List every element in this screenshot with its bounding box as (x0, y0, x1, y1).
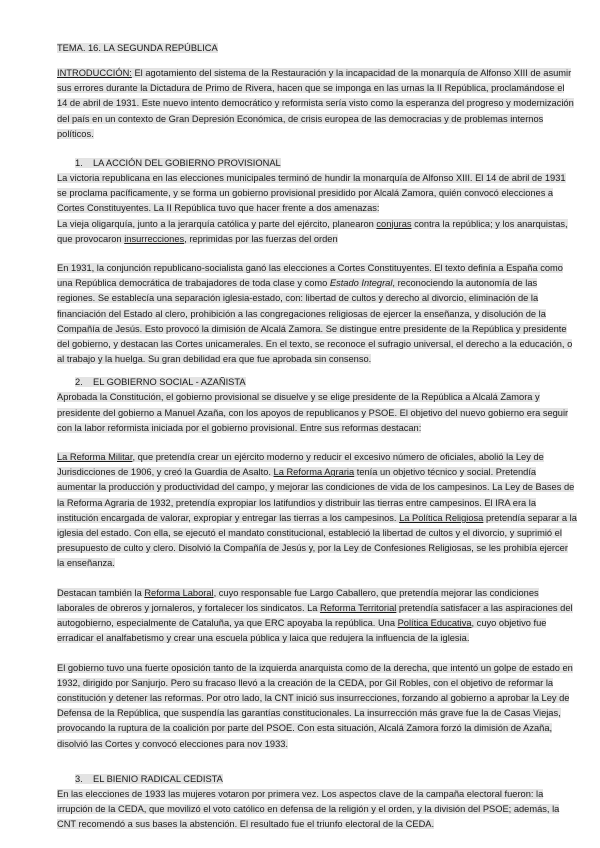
intro-label: INTRODUCCIÓN: (57, 68, 132, 78)
section-2-paragraph-4: El gobierno tuvo una fuerte oposición tanto de la izquierda anarquista como de la derecha, que intentó un golpe de estado en 1932, dirigido por Sanjurjo. Pero su fracaso llevó a la creación de la CEDA, por Gil Robles, con el objetivo de reformar la constitución y detener las reformas. Por otro lado, la CNT inició sus insurrecciones, forzando al gobierno a aprobar la Ley de Defensa de la República, que suspendía las garantías constitucionales. La insurrección más grave fue la de Casas Viejas, provocando la ruptura de la coalición por parte del PSOE. Con esta situación, Alcalá Zamora forzó la dimisión de Azaña, disolvió las Cortes y convocó elecciones para nov 1933. (57, 662, 573, 749)
section-1-paragraph-2: La vieja oligarquía, junto a la jerarquía católica y parte del ejército, planearon conjuras contra la república; y los anarquistas, que provocaron insurrecciones, reprimidas por las fuerzas del orden (57, 218, 568, 244)
section-3-paragraph-1: En las elecciones de 1933 las mujeres votaron por primera vez. Los aspectos clave de la campaña electoral fueron: la irrupción de la CEDA, que movilizó el voto católico en defensa de la religión y el orden, y la división del PSOE; además, la CNT recomendó a sus bases la abstención. El resultado fue el triunfo electoral de la CEDA. (57, 788, 560, 830)
document-title: TEMA. 16. LA SEGUNDA REPÚBLICA (57, 43, 218, 53)
section-1-paragraph-1: La victoria republicana en las elecciones municipales terminó de hundir la monarquía de Alfonso XIII. El 14 de abril de 1931 se proclama pacíficamente, y se forma un gobierno provisional presidido por Alcalá Zamora, quién convocó elecciones a Cortes Constituyentes. La II República tuvo que hacer frente a dos amenazas: (57, 173, 566, 214)
intro-paragraph: INTRODUCCIÓN: El agotamiento del sistema de la Restauración y la incapacidad de la monarquía de Alfonso XIII de asumir sus errores durante la Dictadura de Primo de Rivera, hacen que se imponga en las urnas la II República, proclamándose el 14 de abril de 1931. Este nuevo intento democrático y reformista sería visto como la esperanza del progreso y modernización del país en un contexto de Gran Depresión Económica, de crisis europea de las democracias y de problemas internos políticos. (57, 68, 574, 139)
section-2-paragraph-2: La Reforma Militar, que pretendía crear un ejército moderno y reducir el excesivo número de oficiales, abolió la Ley de Jurisdicciones de 1906, y creó la Guardia de Asalto. La Reforma Agraria tenía un objetivo técnico y social. Pretendía aumentar la producción y productividad del campo, y mejorar las condiciones de vida de los campesinos. La Ley de Bases de la Reforma Agraria de 1932, pretendía expropiar los latifundios y distribuir las tierras entre campesinos. El IRA era la institución encargada de valorar, expropiar y entregar las tierras a los campesinos. La Política Religiosa pretendía separar a la iglesia del estado. Con ella, se ejecutó el mandato constitucional, estableció la libertad de cultos y el divorcio, y suprimió el presupuesto de culto y clero. Disolvió la Compañía de Jesús y, por la Ley de Confesiones Religiosas, se les prohibía ejercer la enseñanza. (57, 452, 577, 569)
section-1-paragraph-3: En 1931, la conjunción republicano-socialista ganó las elecciones a Cortes Constituyentes. El texto definía a España como una República democrática de trabajadores de toda clase y como Estado Integral, reconociendo la autonomía de las regiones. Se establecía una separación iglesia-estado, con: libertad de cultos y derecho al divorcio, eliminación de la financiación del Estado al clero, prohibición a las congregaciones religiosas de ejercer la enseñanza, y disolución de la Compañía de Jesús. Esto provocó la dimisión de Alcalá Zamora. Se distingue entre presidente de la República y presidente del gobierno, y destacan las Cortes unicamerales. En el texto, se reconoce el sufragio universal, el derecho a la educación, o al trabajo y la huelga. Su gran debilidad era que fue aprobada sin consenso. (57, 263, 573, 365)
section-heading-2: 2. EL GOBIERNO SOCIAL - AZAÑISTA (75, 377, 246, 388)
section-heading-1: 1. LA ACCIÓN DEL GOBIERNO PROVISIONAL (75, 158, 281, 169)
section-2-paragraph-1: Aprobada la Constitución, el gobierno provisional se disuelve y se elige presidente de la República a Alcalá Zamora y presidente del gobierno a Manuel Azaña, con los apoyos de republicanos y PSOE. El objetivo del nuevo gobierno era seguir con la labor reformista iniciada por el gobierno provisional. Entre sus reformas destacan: (57, 392, 569, 433)
section-heading-3: 3. EL BIENIO RADICAL CEDISTA (75, 773, 223, 784)
section-2-paragraph-3: Destacan también la Reforma Laboral, cuyo responsable fue Largo Caballero, que pretendía mejorar las condiciones laborales de obreros y jornaleros, y fortalecer los sindicatos. La Reforma Territorial pretendía satisfacer a las aspiraciones del autogobierno, especialmente de Cataluña, ya que ERC apoyaba la república. Una Política Educativa, cuyo objetivo fue erradicar el analfabetismo y crear una escuela pública y laica que redujera la influencia de la iglesia. (57, 587, 573, 644)
document-page (57, 41, 577, 832)
